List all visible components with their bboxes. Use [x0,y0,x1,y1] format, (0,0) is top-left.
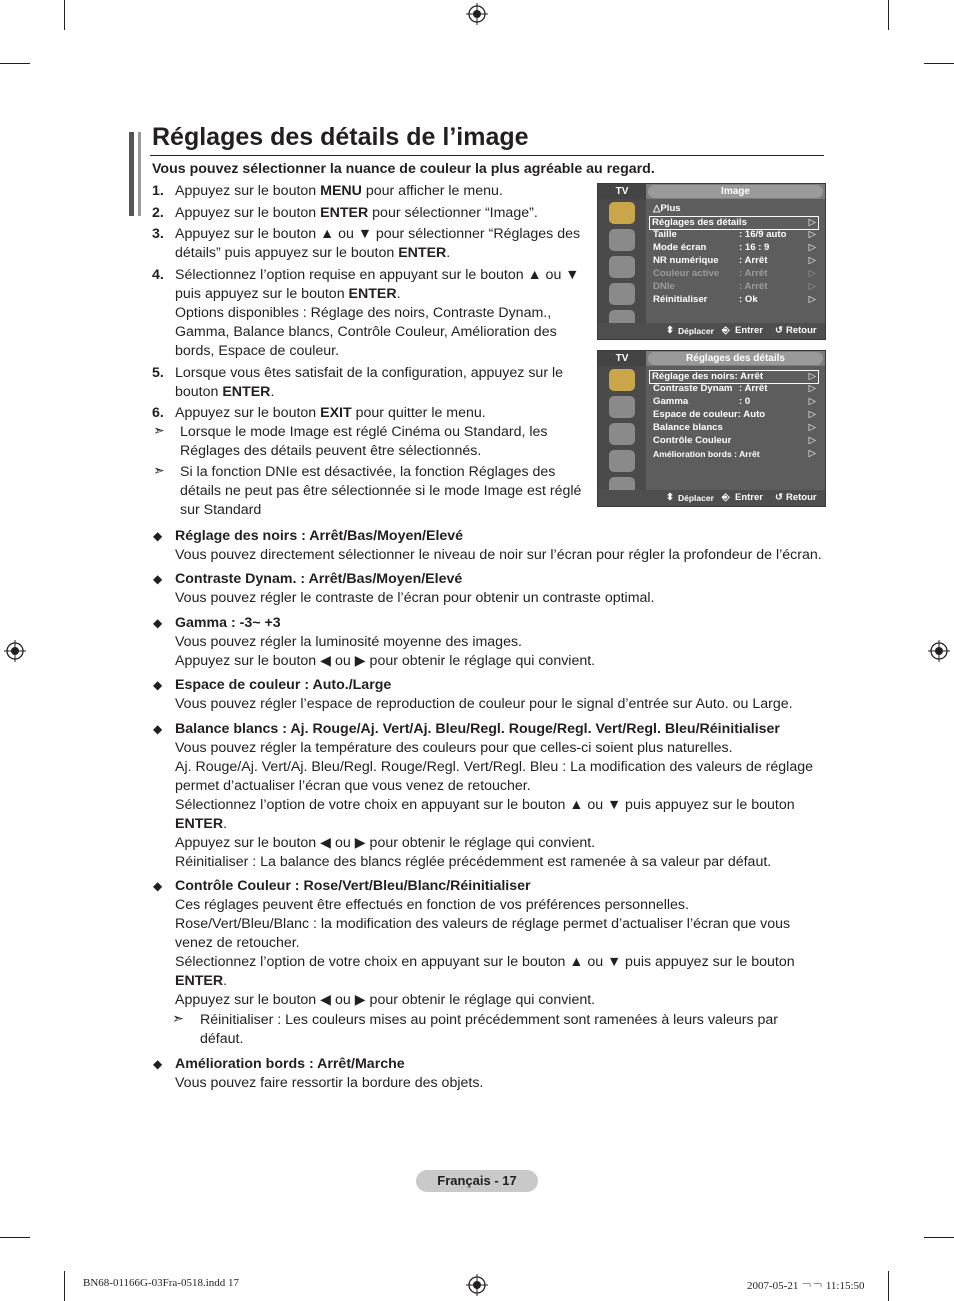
submenu-arrow-icon: ▷ [808,229,816,240]
registration-mark-left [4,640,26,662]
step-text [175,266,579,285]
osd-menu-item[interactable] [651,448,818,460]
section-text [175,834,595,853]
osd-item-value: : Arrêt [739,383,768,394]
section-text [175,546,822,565]
section-text [175,739,733,758]
osd-item-label: Espace de couleur: Auto [653,409,766,420]
osd-menu-item[interactable] [651,242,818,254]
osd-menu-item[interactable] [651,255,818,267]
step-text [175,204,538,223]
osd-item-label: Réinitialiser [653,294,708,305]
note-text: Réglages des détails peuvent être sélectionnés. [180,443,482,459]
section-heading: Contrôle Couleur : Rose/Vert/Bleu/Blanc/Réinitialiser [175,878,531,894]
osd-details-menu [597,350,826,507]
note-text: Si la fonction DNIe est désactivée, la fonction Réglages des [180,464,556,480]
text-run: puis appuyez sur le bouton [175,286,349,302]
text-run: détails” puis appuyez sur le bouton [175,245,399,261]
text-run: . [223,816,228,832]
text-run: Sélectionnez l’option de votre choix en appuyant sur le bouton ▲ ou ▼ puis appuyez sur le bouton [175,954,795,970]
osd-move-label: Déplacer [678,493,714,503]
text-run: pour afficher le menu. [361,183,503,199]
submenu-arrow-icon: ▷ [808,448,816,459]
note-text: sur Standard [180,502,262,518]
step-text [175,304,551,323]
title-rule [150,155,824,156]
enter-icon: ⎆ [722,325,730,336]
osd-item-label: Amélioration bords : Arrêt [653,449,760,459]
osd-item-value: : 16 : 9 [739,242,770,253]
move-icon: ⬍ [666,492,674,503]
osd-footer [598,490,825,506]
osd-item-label: Contraste Dynam [653,383,733,394]
osd-item-label: NR numérique [653,255,719,266]
text-run: Sélectionnez l’option requise en appuyant sur le bouton ▲ ou ▼ [175,267,580,283]
bullet-diamond-icon: ◆ [153,722,163,736]
submenu-arrow-icon: ▷ [808,383,816,394]
osd-menu-item[interactable] [649,216,819,230]
osd-item-label: Gamma [653,396,689,407]
submenu-arrow-icon: ▷ [808,409,816,420]
channel-icon [609,423,635,445]
text-run: . [223,973,228,989]
text-run: Ces réglages peuvent être effectués en fonction de vos préférences personnelles. [175,897,689,913]
osd-item-label: Taille [653,229,677,240]
submenu-arrow-icon: ▷ [808,281,816,292]
osd-tv-label: TV [598,184,646,199]
sound-icon [609,396,635,418]
osd-menu-item[interactable] [649,370,819,384]
text-run: ENTER [398,245,447,261]
step-number: 5. [152,365,164,381]
section-text [175,777,531,796]
file-slug: BN68-01166G-03Fra-0518.indd 17 [83,1277,240,1289]
section-text [175,953,795,972]
text-run: Aj. Rouge/Aj. Vert/Aj. Bleu/Regl. Rouge/Regl. Vert/Regl. Bleu : La modification des valeurs de réglage [175,759,814,775]
section-text [175,972,227,991]
move-icon: ⬍ [666,325,674,336]
picture-icon [609,369,635,391]
step-text [175,383,274,402]
osd-menu-item[interactable] [651,383,818,395]
section-heading: Amélioration bords : Arrêt/Marche [175,1056,405,1072]
step-number: 3. [152,226,164,242]
text-run: MENU [320,183,362,199]
section-heading: Réglage des noirs : Arrêt/Bas/Moyen/Elevé [175,528,464,544]
osd-menu-item[interactable] [651,435,818,447]
submenu-arrow-icon: ▷ [808,217,816,228]
text-run: . [270,384,275,400]
note-text: détails ne peut pas être sélectionnée si le mode Image est réglé [180,483,582,499]
text-run: Appuyez sur le bouton [175,183,321,199]
text-run: pour quitter le menu. [351,405,486,421]
osd-item-label: △Plus [653,203,681,214]
osd-enter-label: Entrer [735,325,763,336]
intro-text: Vous pouvez sélectionner la nuance de couleur la plus agréable au regard. [152,161,655,177]
section-text [175,758,813,777]
text-run: Vous pouvez directement sélectionner le niveau de noir sur l’écran pour régler la profondeur de l’écran. [175,547,822,563]
osd-item-label: Couleur active [653,268,720,279]
osd-menu-item[interactable] [651,203,818,215]
registration-mark-bottom [466,1274,488,1296]
return-icon: ↺ [775,325,783,336]
osd-move-label: Déplacer [678,326,714,336]
section-text [175,915,790,934]
osd-item-value: : Arrêt [739,255,768,266]
osd-menu-item[interactable] [651,268,818,280]
text-run: Vous pouvez régler la température des couleurs pour que celles-ci soient plus naturelles. [175,740,733,756]
text-run: Options disponibles : Réglage des noirs, Contraste Dynam., [175,305,552,321]
enter-icon: ⎆ [722,492,730,503]
print-timestamp: 2007-05-21 ￢￢ 11:15:50 [747,1280,865,1292]
step-number: 2. [152,205,164,221]
text-run: Appuyez sur le bouton [175,205,321,221]
osd-menu-item[interactable] [651,409,818,421]
text-run: Appuyez sur le bouton ◀ ou ▶ pour obtenir le réglage qui convient. [175,835,596,851]
text-run: . [446,245,451,261]
note-arrow-icon: ➣ [153,462,165,478]
channel-icon [609,256,635,278]
osd-menu-item[interactable] [651,396,818,408]
text-run: Appuyez sur le bouton ◀ ou ▶ pour obtenir le réglage qui convient. [175,653,596,669]
title-accent-bar [129,132,134,216]
registration-mark-top [466,3,488,25]
osd-return-label: Retour [786,325,817,336]
submenu-arrow-icon: ▷ [808,396,816,407]
section-text [175,1074,483,1093]
osd-caption: Image [648,185,823,198]
osd-item-value: : Ok [739,294,758,305]
text-run: venez de retoucher. [175,935,300,951]
step-number: 6. [152,405,164,421]
text-run: Appuyez sur le bouton ▲ ou ▼ pour sélectionner “Réglages des [175,226,581,242]
osd-enter-label: Entrer [735,492,763,503]
osd-item-label: Réglage des noirs: Arrêt [652,371,764,382]
submenu-arrow-icon: ▷ [808,435,816,446]
step-text [175,342,339,361]
submenu-arrow-icon: ▷ [808,294,816,305]
section-text [175,796,795,815]
osd-item-value: : Arrêt [739,281,768,292]
note-text: Lorsque le mode Image est réglé Cinéma ou Standard, les [180,424,548,440]
text-run: Appuyez sur le bouton [175,405,321,421]
text-run: ENTER [222,384,271,400]
note-text: Réinitialiser : Les couleurs mises au point précédemment sont ramenées à leurs valeurs par [200,1012,779,1028]
page-title: Réglages des détails de l’image [152,123,529,151]
text-run: . [396,286,401,302]
submenu-arrow-icon: ▷ [808,371,816,382]
registration-mark-right [928,640,950,662]
text-run: Vous pouvez faire ressortir la bordure des objets. [175,1075,484,1091]
setup-icon [609,283,635,305]
osd-image-menu [597,183,826,340]
osd-caption: Réglages des détails [648,352,823,365]
step-text [175,364,563,383]
osd-item-value: : 0 [739,396,751,407]
bullet-diamond-icon: ◆ [153,616,163,630]
text-run: ENTER [348,286,397,302]
section-text [175,934,300,953]
osd-item-value: : 16/9 auto [739,229,787,240]
osd-menu-item[interactable] [651,422,818,434]
bullet-diamond-icon: ◆ [153,678,163,692]
picture-icon [609,202,635,224]
text-run: Lorsque vous êtes satisfait de la configuration, appuyez sur le [175,365,564,381]
osd-item-label: DNIe [653,281,675,292]
step-text [175,182,503,201]
text-run: Appuyez sur le bouton ◀ ou ▶ pour obtenir le réglage qui convient. [175,992,596,1008]
step-number: 1. [152,183,164,199]
note-text: défaut. [200,1031,244,1047]
section-heading: Espace de couleur : Auto./Large [175,677,392,693]
osd-item-label: Contrôle Couleur [653,435,732,446]
osd-menu-item[interactable] [651,229,818,241]
osd-item-label: Réglages des détails [652,217,747,228]
submenu-arrow-icon: ▷ [808,422,816,433]
osd-footer [598,323,825,339]
section-text [175,815,227,834]
text-run: Vous pouvez régler le contraste de l’écran pour obtenir un contraste optimal. [175,590,655,606]
section-text [175,896,689,915]
bullet-diamond-icon: ◆ [153,879,163,893]
text-run: pour sélectionner “Image”. [368,205,538,221]
submenu-arrow-icon: ▷ [808,268,816,279]
section-text [175,991,595,1010]
step-text [175,323,557,342]
page-number: Français - 17 [416,1170,538,1192]
section-heading: Contraste Dynam. : Arrêt/Bas/Moyen/Elevé [175,571,463,587]
text-run: ENTER [320,205,369,221]
bullet-diamond-icon: ◆ [153,572,163,586]
text-run: bords, Espace de couleur. [175,343,340,359]
sound-icon [609,229,635,251]
osd-sidebar [598,199,646,323]
note-arrow-icon: ➣ [172,1010,184,1026]
section-heading: Gamma : -3~ +3 [175,615,281,631]
text-run: bouton [175,384,223,400]
text-run: ENTER [175,816,224,832]
text-run: Gamma, Balance blancs, Contrôle Couleur, Amélioration des [175,324,557,340]
osd-return-label: Retour [786,492,817,503]
text-run: Réinitialiser : La balance des blancs réglée précédemment est ramenée à sa valeur par défaut. [175,854,772,870]
step-text [175,244,450,263]
text-run: permet d’actualiser l’écran que vous venez de retoucher. [175,778,531,794]
note-arrow-icon: ➣ [153,422,165,438]
osd-menu-item[interactable] [651,294,818,306]
text-run: ENTER [175,973,224,989]
submenu-arrow-icon: ▷ [808,255,816,266]
text-run: Vous pouvez régler la luminosité moyenne des images. [175,634,522,650]
osd-tv-label: TV [598,351,646,366]
section-text [175,652,595,671]
step-text [175,225,580,244]
osd-sidebar [598,366,646,490]
step-text [175,404,486,423]
text-run: Rose/Vert/Bleu/Blanc : la modification des valeurs de réglage permet d’actualiser l’écran que vous [175,916,791,932]
osd-menu-item[interactable] [651,281,818,293]
osd-item-label: Balance blancs [653,422,723,433]
step-number: 4. [152,267,164,283]
section-text [175,853,771,872]
bullet-diamond-icon: ◆ [153,1057,163,1071]
text-run: Sélectionnez l’option de votre choix en appuyant sur le bouton ▲ ou ▼ puis appuyez sur le bouton [175,797,795,813]
section-heading: Balance blancs : Aj. Rouge/Aj. Vert/Aj. Bleu/Regl. Rouge/Regl. Vert/Regl. Bleu/Réinitialiser [175,721,780,737]
return-icon: ↺ [775,492,783,503]
setup-icon [609,450,635,472]
step-text [175,285,401,304]
osd-item-value: : Arrêt [739,268,768,279]
text-run: EXIT [320,405,352,421]
bullet-diamond-icon: ◆ [153,529,163,543]
osd-item-label: Mode écran [653,242,707,253]
title-accent-bar-light [138,132,141,216]
text-run: Vous pouvez régler l’espace de reproduction de couleur pour le signal d’entrée sur Auto. ou Large. [175,696,793,712]
section-text [175,633,522,652]
submenu-arrow-icon: ▷ [808,242,816,253]
section-text [175,589,655,608]
section-text [175,695,793,714]
